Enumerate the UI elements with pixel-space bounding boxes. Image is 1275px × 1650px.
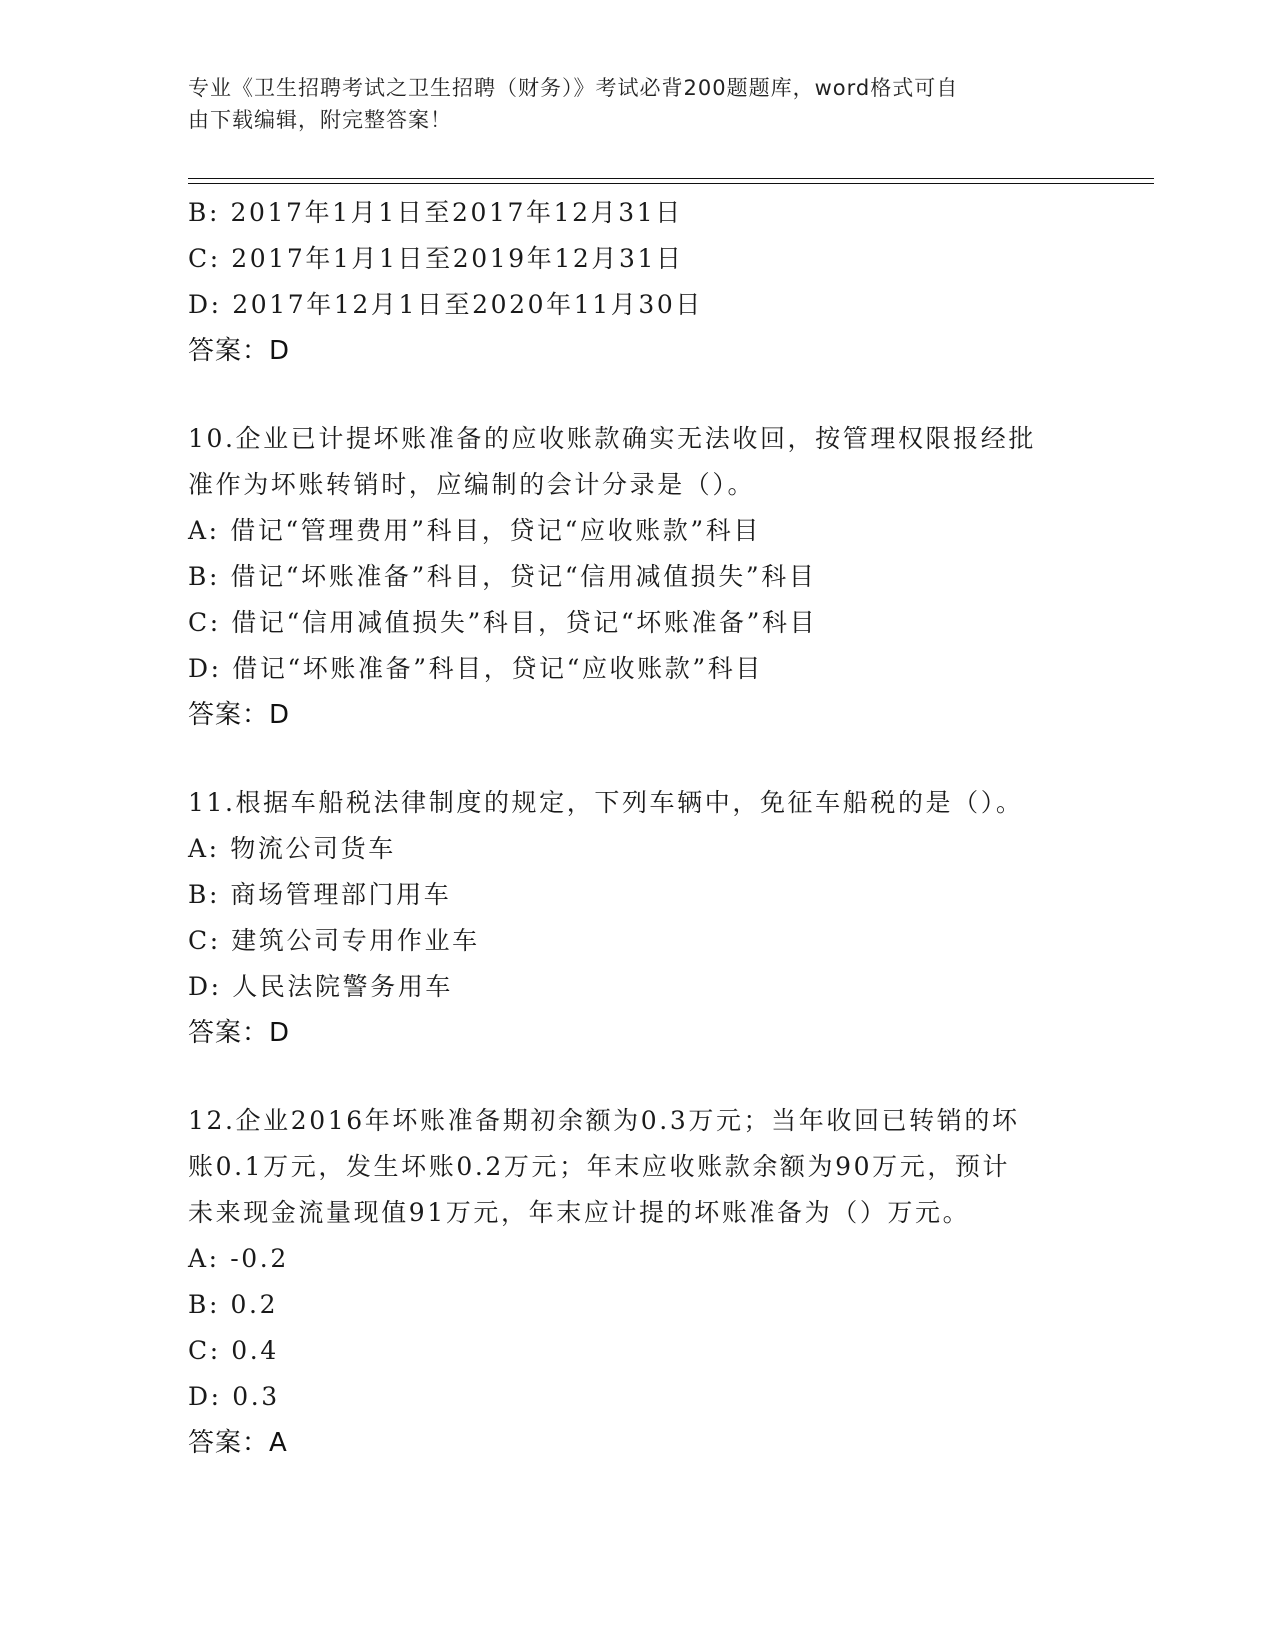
header-line-1: 专业《卫生招聘考试之卫生招聘（财务）》考试必背200题题库，word格式可自 xyxy=(188,76,959,100)
answer-line: 答案：D xyxy=(188,336,291,366)
option-b: B: 商场管理部门用车 xyxy=(188,880,452,909)
question-stem-line: 10.企业已计提坏账准备的应收账款确实无法收回，按管理权限报经批 xyxy=(188,424,1036,453)
header-divider-top xyxy=(188,178,1154,179)
question-stem-line: 12.企业2016年坏账准备期初余额为0.3万元；当年收回已转销的坏 xyxy=(188,1106,1020,1135)
header-divider-bottom xyxy=(188,183,1154,184)
answer-line: 答案：D xyxy=(188,1018,291,1048)
option-d: D: 2017年12月1日至2020年11月30日 xyxy=(188,290,704,319)
question-stem-line: 未来现金流量现值91万元，年末应计提的坏账准备为（）万元。 xyxy=(188,1198,971,1227)
option-d: D: 0.3 xyxy=(188,1382,280,1411)
spacer xyxy=(188,1056,1108,1098)
option-b: B: 2017年1月1日至2017年12月31日 xyxy=(188,198,683,227)
option-b: B: 借记“坏账准备”科目，贷记“信用减值损失”科目 xyxy=(188,562,817,591)
spacer xyxy=(188,738,1108,780)
question-stem-line: 准作为坏账转销时，应编制的会计分录是（）。 xyxy=(188,470,756,499)
option-b: B: 0.2 xyxy=(188,1290,279,1319)
question-10 xyxy=(188,416,1108,738)
answer-line: 答案：D xyxy=(188,700,291,730)
option-a: A: 物流公司货车 xyxy=(188,834,396,863)
spacer xyxy=(188,374,1108,416)
option-c: C: 建筑公司专用作业车 xyxy=(188,926,480,955)
question-9-continued xyxy=(188,190,1108,374)
option-c: C: 2017年1月1日至2019年12月31日 xyxy=(188,244,684,273)
question-11 xyxy=(188,780,1108,1056)
option-a: A: 借记“管理费用”科目，贷记“应收账款”科目 xyxy=(188,516,761,545)
page-header xyxy=(188,72,1088,136)
question-stem-line: 账0.1万元，发生坏账0.2万元；年末应收账款余额为90万元，预计 xyxy=(188,1152,1011,1181)
question-list xyxy=(188,190,1108,1466)
question-12 xyxy=(188,1098,1108,1466)
header-line-2: 由下载编辑，附完整答案！ xyxy=(188,108,452,132)
option-a: A: -0.2 xyxy=(188,1244,289,1273)
option-d: D: 借记“坏账准备”科目，贷记“应收账款”科目 xyxy=(188,654,763,683)
option-d: D: 人民法院警务用车 xyxy=(188,972,454,1001)
answer-line: 答案：A xyxy=(188,1428,288,1458)
option-c: C: 借记“信用减值损失”科目，贷记“坏账准备”科目 xyxy=(188,608,818,637)
question-stem-line: 11.根据车船税法律制度的规定，下列车辆中，免征车船税的是（）。 xyxy=(188,788,1024,817)
option-c: C: 0.4 xyxy=(188,1336,279,1365)
